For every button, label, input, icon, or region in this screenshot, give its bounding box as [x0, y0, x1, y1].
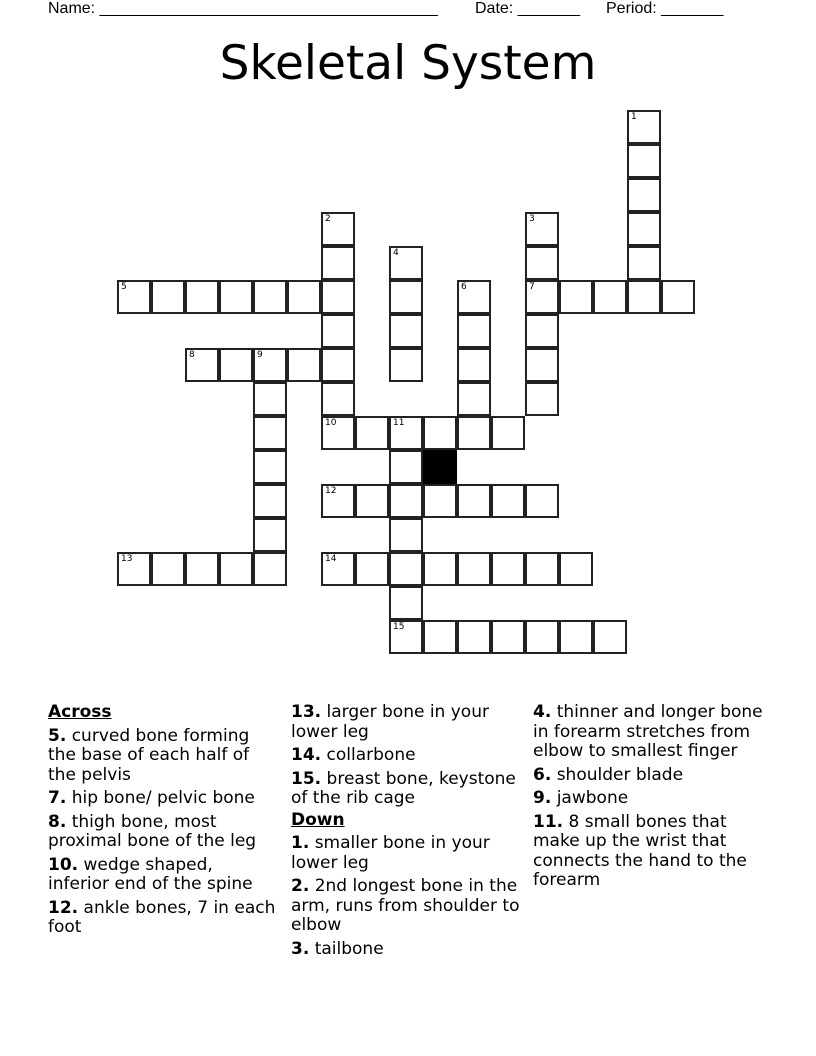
- clue-number: 7: [529, 282, 535, 292]
- clue-number-label: 8.: [48, 811, 67, 832]
- grid-cell[interactable]: [253, 518, 287, 552]
- clue-number: 1: [631, 112, 637, 122]
- grid-cell[interactable]: [389, 246, 423, 280]
- clue-number: 3: [529, 214, 535, 224]
- across-clue: [48, 727, 278, 786]
- clue-number: 13: [121, 554, 133, 564]
- clue-number: 6: [461, 282, 467, 292]
- name-field[interactable]: Name: ______________________________________: [48, 0, 438, 17]
- across-clue: [291, 746, 521, 766]
- clue-number-label: 1.: [291, 833, 310, 853]
- across-clue: [291, 703, 521, 742]
- clue-number: 14: [325, 554, 337, 564]
- grid-cell[interactable]: [185, 280, 219, 314]
- clue-number: 10: [325, 418, 337, 428]
- clue-number: 15: [393, 622, 405, 632]
- grid-cell[interactable]: [457, 484, 491, 518]
- grid-cell[interactable]: [321, 314, 355, 348]
- clue-number-label: 9.: [533, 788, 552, 808]
- clue-number-label: 4.: [533, 702, 552, 722]
- grid-cell[interactable]: [287, 348, 321, 382]
- grid-cell[interactable]: [321, 348, 355, 382]
- black-square: [423, 450, 457, 484]
- grid-cell[interactable]: [525, 246, 559, 280]
- grid-cell[interactable]: [185, 348, 219, 382]
- grid-cell[interactable]: [321, 246, 355, 280]
- grid-cell[interactable]: [117, 280, 151, 314]
- clue-text: curved bone forming the base of each half of the pelvis: [48, 725, 250, 785]
- grid-cell[interactable]: [389, 314, 423, 348]
- grid-cell[interactable]: [457, 382, 491, 416]
- grid-cell[interactable]: [389, 416, 423, 450]
- clue-text: breast bone, keystone of the rib cage: [291, 768, 516, 808]
- clue-number: 2: [325, 214, 331, 224]
- grid-cell[interactable]: [389, 450, 423, 484]
- clue-text: hip bone/ pelvic bone: [71, 788, 255, 808]
- date-field[interactable]: Date: _______: [475, 0, 580, 17]
- clue-number: 5: [121, 282, 127, 292]
- grid-cell[interactable]: [253, 450, 287, 484]
- grid-cell[interactable]: [389, 484, 423, 518]
- grid-cell[interactable]: [355, 416, 389, 450]
- grid-cell[interactable]: [423, 552, 457, 586]
- down-clue: [291, 834, 521, 873]
- down-heading: Down: [291, 809, 345, 830]
- down-clue: [291, 877, 521, 936]
- grid-cell[interactable]: [559, 280, 593, 314]
- across-heading: Across: [48, 702, 112, 722]
- clue-text: 8 small bones that make up the wrist that connects the hand to the forearm: [533, 811, 747, 890]
- grid-cell[interactable]: [457, 620, 491, 654]
- grid-cell[interactable]: [559, 552, 593, 586]
- grid-cell[interactable]: [321, 212, 355, 246]
- clue-number-label: 6.: [533, 764, 552, 785]
- grid-cell[interactable]: [457, 416, 491, 450]
- clue-number-label: 7.: [48, 788, 67, 808]
- clue-number: 4: [393, 248, 399, 258]
- grid-cell[interactable]: [627, 144, 661, 178]
- clue-text: tailbone: [314, 938, 384, 959]
- clue-text: ankle bones, 7 in each foot: [48, 897, 276, 937]
- across-clue: [48, 856, 278, 895]
- across-clue: [48, 789, 278, 809]
- clue-number-label: 14.: [291, 745, 322, 765]
- grid-cell[interactable]: [457, 280, 491, 314]
- clue-text: shoulder blade: [556, 764, 684, 785]
- grid-cell[interactable]: [423, 484, 457, 518]
- grid-cell[interactable]: [593, 280, 627, 314]
- grid-cell[interactable]: [525, 620, 559, 654]
- grid-cell[interactable]: [457, 314, 491, 348]
- grid-cell[interactable]: [389, 518, 423, 552]
- clue-column-3: [533, 703, 773, 895]
- grid-cell[interactable]: [627, 110, 661, 144]
- grid-cell[interactable]: [627, 280, 661, 314]
- clue-number-label: 11.: [533, 811, 564, 832]
- grid-cell[interactable]: [389, 348, 423, 382]
- clue-text: thinner and longer bone in forearm stretches from elbow to smallest finger: [533, 702, 763, 761]
- clue-text: thigh bone, most proximal bone of the leg: [48, 811, 257, 851]
- grid-cell[interactable]: [321, 280, 355, 314]
- clue-text: larger bone in your lower leg: [291, 702, 489, 742]
- grid-cell[interactable]: [253, 552, 287, 586]
- grid-cell[interactable]: [491, 416, 525, 450]
- grid-cell[interactable]: [491, 620, 525, 654]
- clue-number-label: 2.: [291, 876, 310, 896]
- grid-cell[interactable]: [253, 484, 287, 518]
- down-clue: [533, 766, 773, 786]
- grid-cell[interactable]: [117, 552, 151, 586]
- grid-cell[interactable]: [287, 280, 321, 314]
- grid-cell[interactable]: [389, 552, 423, 586]
- grid-cell[interactable]: [253, 280, 287, 314]
- clue-number-label: 3.: [291, 938, 310, 959]
- clue-text: collarbone: [326, 745, 416, 765]
- grid-cell[interactable]: [185, 552, 219, 586]
- across-clue: [291, 770, 521, 809]
- down-clue: [533, 789, 773, 809]
- clue-number-label: 10.: [48, 854, 79, 875]
- grid-cell[interactable]: [355, 552, 389, 586]
- clue-column-2: [291, 703, 521, 963]
- grid-cell[interactable]: [321, 416, 355, 450]
- clue-column-1: [48, 703, 278, 942]
- grid-cell[interactable]: [389, 280, 423, 314]
- grid-cell[interactable]: [423, 620, 457, 654]
- grid-cell[interactable]: [389, 620, 423, 654]
- grid-cell[interactable]: [525, 314, 559, 348]
- down-clue: [533, 813, 773, 891]
- clue-number: 11: [393, 418, 405, 428]
- grid-cell[interactable]: [559, 620, 593, 654]
- grid-cell[interactable]: [491, 484, 525, 518]
- clue-text: jawbone: [556, 788, 629, 808]
- grid-cell[interactable]: [219, 552, 253, 586]
- across-clue: [48, 899, 278, 938]
- grid-cell[interactable]: [525, 382, 559, 416]
- grid-cell[interactable]: [321, 552, 355, 586]
- grid-cell[interactable]: [627, 178, 661, 212]
- clue-number: 8: [189, 350, 195, 360]
- page-title: Skeletal System: [219, 36, 597, 91]
- clue-number: 9: [257, 350, 263, 360]
- grid-cell[interactable]: [423, 416, 457, 450]
- clue-text: smaller bone in your lower leg: [291, 833, 490, 873]
- grid-cell[interactable]: [525, 280, 559, 314]
- grid-cell[interactable]: [457, 552, 491, 586]
- grid-cell[interactable]: [525, 552, 559, 586]
- grid-cell[interactable]: [525, 348, 559, 382]
- grid-cell[interactable]: [457, 348, 491, 382]
- down-clue: [291, 940, 521, 960]
- clue-text: wedge shaped, inferior end of the spine: [48, 854, 253, 894]
- grid-cell[interactable]: [355, 484, 389, 518]
- grid-cell[interactable]: [525, 212, 559, 246]
- down-clue: [533, 703, 773, 762]
- clue-number-label: 13.: [291, 702, 322, 722]
- across-clue: [48, 813, 278, 852]
- grid-cell[interactable]: [491, 552, 525, 586]
- clue-number-label: 12.: [48, 897, 79, 918]
- period-field[interactable]: Period: _______: [606, 0, 724, 17]
- grid-cell[interactable]: [253, 416, 287, 450]
- grid-cell[interactable]: [253, 382, 287, 416]
- grid-cell[interactable]: [593, 620, 627, 654]
- grid-cell[interactable]: [253, 348, 287, 382]
- grid-cell[interactable]: [219, 348, 253, 382]
- grid-cell[interactable]: [321, 382, 355, 416]
- grid-cell[interactable]: [627, 212, 661, 246]
- clue-number-label: 15.: [291, 768, 322, 789]
- grid-cell[interactable]: [525, 484, 559, 518]
- grid-cell[interactable]: [627, 246, 661, 280]
- clue-number: 12: [325, 486, 337, 496]
- grid-cell[interactable]: [151, 280, 185, 314]
- clue-text: 2nd longest bone in the arm, runs from shoulder to elbow: [291, 876, 520, 935]
- clue-number-label: 5.: [48, 725, 67, 746]
- grid-cell[interactable]: [661, 280, 695, 314]
- grid-cell[interactable]: [151, 552, 185, 586]
- grid-cell[interactable]: [321, 484, 355, 518]
- grid-cell[interactable]: [389, 586, 423, 620]
- grid-cell[interactable]: [219, 280, 253, 314]
